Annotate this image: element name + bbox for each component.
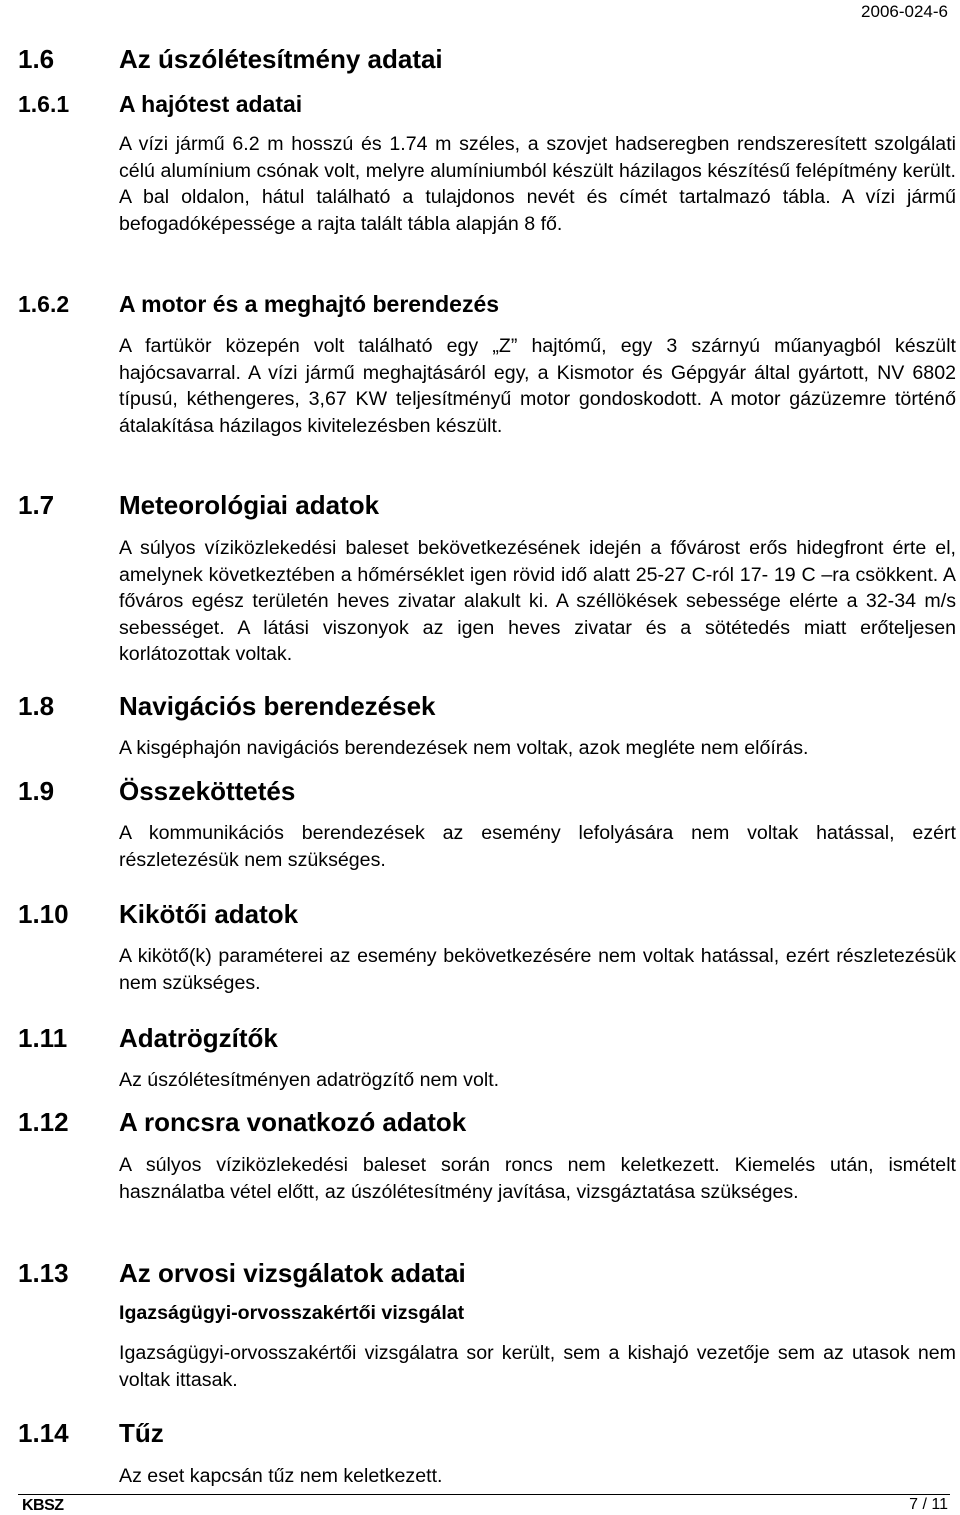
section-number: 1.6.1: [18, 91, 70, 117]
section-title: A roncsra vonatkozó adatok: [119, 1107, 467, 1137]
kbsz-logo: KBSZ: [22, 1497, 64, 1514]
section-heading-1-12: [18, 1107, 466, 1138]
section-paragraph-1-7: A súlyos víziközlekedési baleset bekövetkezésének idején a fővárost erős hidegfront érte el, amelynek következtében a hőmérséklet igen rövid idő alatt 25-27 C-ról 17- 19 C –ra csökkent. A főváros egész területén heves zivatar alakult ki. A széllökések sebessége elérte a 32-34 m/s sebességet. A látási viszonyok az igen heves zivatar és a sötétedés miatt erőteljesen korlátozottak voltak.: [119, 537, 956, 665]
section-heading-1-6-2: [18, 291, 499, 318]
section-paragraph-1-11: Az úszólétesítményen adatrögzítő nem volt.: [119, 1069, 500, 1091]
section-number: 1.12: [18, 1107, 69, 1137]
section-title: Tűz: [119, 1418, 164, 1448]
page-number: 7 / 11: [909, 1496, 948, 1513]
section-paragraph-1-9: A kommunikációs berendezések az esemény lefolyására nem voltak hatással, ezért részletezésük nem szükséges.: [119, 822, 956, 871]
section-paragraph-1-10: A kikötő(k) paraméterei az esemény bekövetkezésére nem voltak hatással, ezért részletezésük nem szükséges.: [119, 945, 956, 994]
section-number: 1.9: [18, 776, 55, 806]
section-number: 1.6: [18, 44, 55, 74]
section-heading-1-6-1: [18, 91, 302, 118]
section-title: A motor és a meghajtó berendezés: [119, 291, 500, 317]
section-title: Az úszólétesítmény adatai: [119, 44, 443, 74]
section-title: A hajótest adatai: [119, 91, 303, 117]
section-title: Navigációs berendezések: [119, 691, 436, 721]
section-number: 1.8: [18, 691, 55, 721]
section-heading-1-6: [18, 44, 443, 75]
section-heading-1-10: [18, 899, 298, 930]
section-heading-1-14: [18, 1418, 164, 1449]
section-title: Az orvosi vizsgálatok adatai: [119, 1258, 466, 1288]
section-heading-1-11: [18, 1023, 278, 1054]
section-paragraph-1-12: A súlyos víziközlekedési baleset során roncs nem keletkezett. Kiemelés után, ismételt használatba vétel előtt, az úszólétesítmény javítása, vizsgáztatása szükséges.: [119, 1154, 956, 1203]
section-heading-1-8: [18, 691, 436, 722]
section-paragraph-1-13: Igazságügyi-orvosszakértői vizsgálatra sor került, sem a kishajó vezetője sem az utasok nem voltak ittasak.: [119, 1342, 956, 1391]
section-title: Kikötői adatok: [119, 899, 299, 929]
document-code: 2006-024-6: [861, 2, 948, 21]
section-paragraph-1-6-1: A vízi jármű 6.2 m hosszú és 1.74 m széles, a szovjet hadseregben rendszeresített szolgálati célú alumínium csónak volt, melyre alumíniumból készült házilagos készítésű felépítmény került. A bal oldalon, hátul található a tulajdonos nevét és címét tartalmazó tábla. A vízi jármű befogadóképessége a rajta talált tábla alapján 8 fő.: [119, 133, 956, 235]
section-title: Meteorológiai adatok: [119, 490, 380, 520]
section-number: 1.10: [18, 899, 69, 929]
section-paragraph-1-8: A kisgéphajón navigációs berendezések nem voltak, azok megléte nem előírás.: [119, 737, 809, 759]
section-number: 1.13: [18, 1258, 69, 1288]
section-number: 1.6.2: [18, 291, 70, 317]
section-paragraph-1-6-2: A fartükör közepén volt található egy „Z” hajtómű, egy 3 szárnyú műanyagból készült hajócsavarral. A vízi jármű meghajtásáról egy, a Kismotor és Gépgyár által gyártott, NV 6802 típusú, kéthengeres, 3,67 KW teljesítményű motor gondoskodott. A motor gázüzemre történő átalakítása házilagos kivitelezésben készült.: [119, 335, 956, 437]
section-heading-1-9: [18, 776, 295, 807]
section-title: Összeköttetés: [119, 776, 296, 806]
footer-divider: [18, 1494, 950, 1495]
section-number: 1.11: [18, 1023, 68, 1053]
section-heading-1-13: [18, 1258, 466, 1289]
section-heading-1-7: [18, 490, 379, 521]
section-number: 1.7: [18, 490, 55, 520]
section-paragraph-1-14: Az eset kapcsán tűz nem keletkezett.: [119, 1465, 443, 1487]
subsection-heading: Igazságügyi-orvosszakértői vizsgálat: [119, 1302, 465, 1324]
section-number: 1.14: [18, 1418, 69, 1448]
section-title: Adatrögzítők: [119, 1023, 278, 1053]
